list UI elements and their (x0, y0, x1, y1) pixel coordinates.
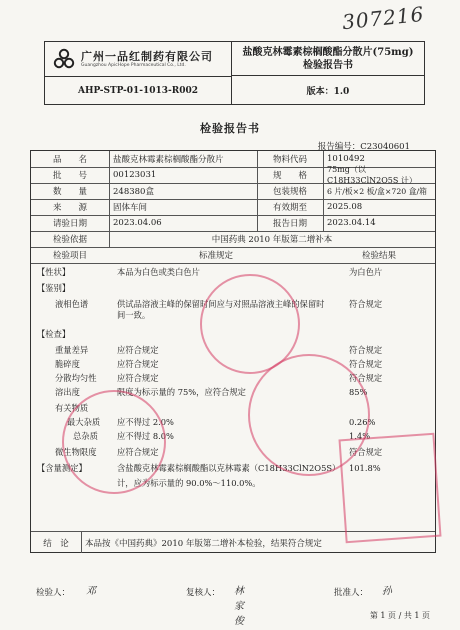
weight-std: 应符合规定 (117, 345, 159, 355)
total-impurity-label: 总杂质 (73, 431, 98, 441)
tester-name: 邓 (86, 586, 96, 597)
company-stamp-circle (62, 390, 166, 494)
max-impurity-result: 0.26% (349, 417, 376, 427)
code-label: 物料代码 (272, 155, 307, 165)
assay-result: 101.8% (349, 463, 381, 473)
tester-label: 检验人： (36, 588, 71, 598)
spec-label: 规 格 (272, 171, 307, 181)
appearance-result: 为白色片 (349, 267, 383, 277)
inspection-stamp-square (338, 433, 441, 543)
pack-value: 6 片/板×2 板/盒×720 盒/箱 (327, 186, 427, 196)
items-header-row (31, 247, 435, 264)
request-date-label: 请验日期 (52, 219, 87, 229)
related-label: 有关物质 (55, 403, 89, 413)
company-logo-icon (53, 48, 75, 70)
identify-label: 【鉴别】 (37, 283, 71, 293)
company-name-en: Guangzhou ApicHope Pharmaceutical Co., Ltd. (81, 63, 186, 68)
report-title: 检验报告书 (200, 122, 260, 135)
qty-label: 数 量 (52, 187, 87, 197)
reviewer-signature (186, 586, 244, 627)
friability-label: 脆碎度 (55, 359, 80, 369)
item-header: 检验项目 (52, 251, 87, 261)
friability-std: 应符合规定 (117, 359, 159, 369)
dissolution-label: 溶出度 (55, 387, 80, 397)
pack-label: 包装规格 (272, 187, 307, 197)
basis-label: 检验依据 (52, 235, 87, 245)
product-label: 品 名 (52, 155, 87, 165)
document-version: 版本：1.0 (306, 87, 350, 97)
document-number: AHP-STP-01-1013-R002 (45, 77, 232, 104)
company-name-cn: 广州一品红制药有限公司 (81, 50, 213, 63)
approver-name: 孙 (382, 586, 392, 597)
reviewer-label: 复核人： (186, 588, 221, 598)
table-row (31, 167, 435, 184)
weight-label: 重量差异 (55, 345, 89, 355)
microbe-std: 应符合规定 (117, 447, 159, 457)
qty-value: 248380盒 (113, 187, 154, 197)
total-impurity-result: 1.4% (349, 431, 371, 441)
standard-header: 标准规定 (198, 251, 233, 261)
request-date-value: 2023.04.06 (113, 218, 162, 228)
max-impurity-std: 应不得过 2.0% (117, 417, 174, 427)
uniform-label: 分散均匀性 (55, 373, 97, 383)
assay-std-line2: 计，应为标示量的 90.0%～110.0%。 (117, 478, 261, 488)
conclusion-text: 本品按《中国药典》2010 年版第二增补本检验，结果符合规定 (85, 538, 322, 549)
conclusion-label: 结 论 (43, 538, 69, 549)
handwritten-number: 307216 (340, 1, 426, 35)
code-value: 1010492 (327, 154, 365, 164)
hplc-result: 符合规定 (349, 299, 383, 309)
total-impurity-std: 应不得过 8.0% (117, 431, 174, 441)
friability-result: 符合规定 (349, 359, 383, 369)
table-row (31, 199, 435, 216)
document-title: 盐酸克林霉素棕榈酸酯分散片(75mg)检验报告书 (232, 42, 424, 76)
appearance-label: 【性状】 (37, 267, 71, 277)
hplc-std: 供试品溶液主峰的保留时间应与对照品溶液主峰的保留时间一致。 (117, 299, 325, 320)
table-row (31, 183, 435, 200)
tester-signature (36, 586, 96, 598)
expiry-label: 有效期至 (272, 203, 307, 213)
document-header (44, 41, 425, 105)
appearance-std: 本品为白色或类白色片 (117, 267, 200, 277)
reviewer-name: 林家俊 (234, 586, 244, 627)
uniform-result: 符合规定 (349, 373, 383, 383)
product-value: 盐酸克林霉素棕榈酸酯分散片 (113, 155, 224, 165)
check-label: 【检查】 (37, 329, 71, 339)
source-label: 来 源 (52, 203, 87, 213)
batch-label: 批 号 (52, 171, 87, 181)
batch-value: 00123031 (113, 170, 157, 180)
approver-signature (334, 586, 392, 598)
report-number: 报告编号：C23040601 (317, 142, 410, 152)
result-header: 检验结果 (361, 251, 396, 261)
table-row (31, 231, 435, 248)
assay-std-line1: 含盐酸克林霉素棕榈酸酯以克林霉素（C18H33ClN2O5S） (117, 463, 341, 473)
microbe-label: 微生物限度 (55, 447, 97, 457)
dissolution-result: 85% (349, 387, 368, 397)
spec-value: 75mg（以 C18H33ClN2O5S 计） (327, 165, 417, 185)
report-date-value: 2023.04.14 (327, 218, 376, 228)
approver-label: 批准人： (334, 588, 369, 598)
basis-value: 中国药典 2010 年版第二增补本 (211, 235, 333, 245)
page-number: 第 1 页 / 共 1 页 (369, 611, 430, 620)
source-value: 固体车间 (113, 203, 148, 213)
assay-label: 【含量测定】 (37, 463, 87, 473)
hplc-label: 液相色谱 (55, 299, 89, 309)
report-date-label: 报告日期 (272, 219, 307, 229)
expiry-value: 2025.08 (327, 202, 363, 212)
weight-result: 符合规定 (349, 345, 383, 355)
microbe-result: 符合规定 (349, 447, 383, 457)
max-impurity-label: 最大杂质 (67, 417, 101, 427)
uniform-std: 应符合规定 (117, 373, 159, 383)
company-block (45, 42, 232, 77)
table-row (31, 215, 435, 232)
dissolution-std: 限度为标示量的 75%，应符合规定 (117, 387, 246, 397)
